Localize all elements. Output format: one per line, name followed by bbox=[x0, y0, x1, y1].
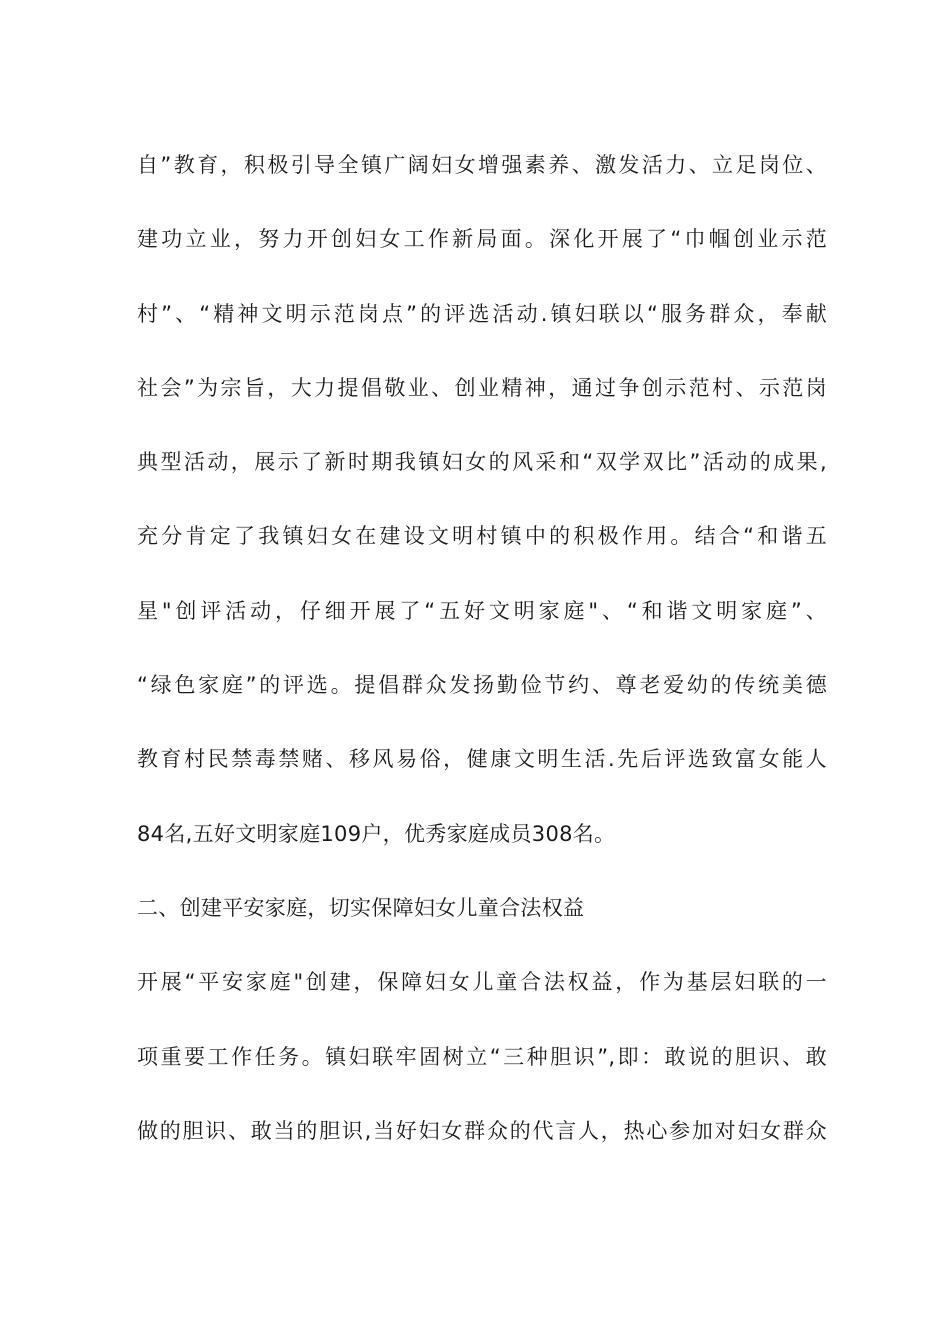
paragraph-line-7: 星"创评活动，仔细开展了“五好文明家庭"、“和谐文明家庭”、 bbox=[137, 598, 827, 623]
paragraph-line-9: 教育村民禁毒禁赌、移风易俗，健康文明生活.先后评选致富女能人 bbox=[137, 747, 827, 772]
paragraph-line-5: 典型活动，展示了新时期我镇妇女的风采和“双学双比”活动的成果, bbox=[137, 450, 827, 475]
paragraph-line-6: 充分肯定了我镇妇女在建设文明村镇中的积极作用。结合“和谐五 bbox=[137, 524, 827, 549]
document-body bbox=[137, 141, 827, 1181]
paragraph-line-3: 村”、“精神文明示范岗点”的评选活动.镇妇联以“服务群众，奉献 bbox=[137, 301, 827, 326]
paragraph-line-13: 项重要工作任务。镇妇联牢固树立“三种胆识”,即：敢说的胆识、敢 bbox=[137, 1044, 827, 1069]
section-heading: 二、创建平安家庭，切实保障妇女儿童合法权益 bbox=[137, 895, 585, 920]
paragraph-line-1: 自”教育，积极引导全镇广阔妇女增强素养、激发活力、立足岗位、 bbox=[137, 153, 827, 177]
paragraph-line-4: 社会”为宗旨，大力提倡敬业、创业精神，通过争创示范村、示范岗 bbox=[137, 375, 827, 400]
paragraph-line-12: 开展“平安家庭"创建，保障妇女儿童合法权益，作为基层妇联的一 bbox=[137, 970, 827, 995]
paragraph-line-10: 84名,五好文明家庭109户，优秀家庭成员308名。 bbox=[137, 821, 616, 846]
paragraph-line-8: “绿色家庭”的评选。提倡群众发扬勤俭节约、尊老爱幼的传统美德 bbox=[137, 673, 827, 698]
paragraph-line-14: 做的胆识、敢当的胆识,当好妇女群众的代言人，热心参加对妇女群众 bbox=[137, 1118, 827, 1143]
paragraph-line-2: 建功立业，努力开创妇女工作新局面。深化开展了“巾帼创业示范 bbox=[137, 227, 827, 252]
